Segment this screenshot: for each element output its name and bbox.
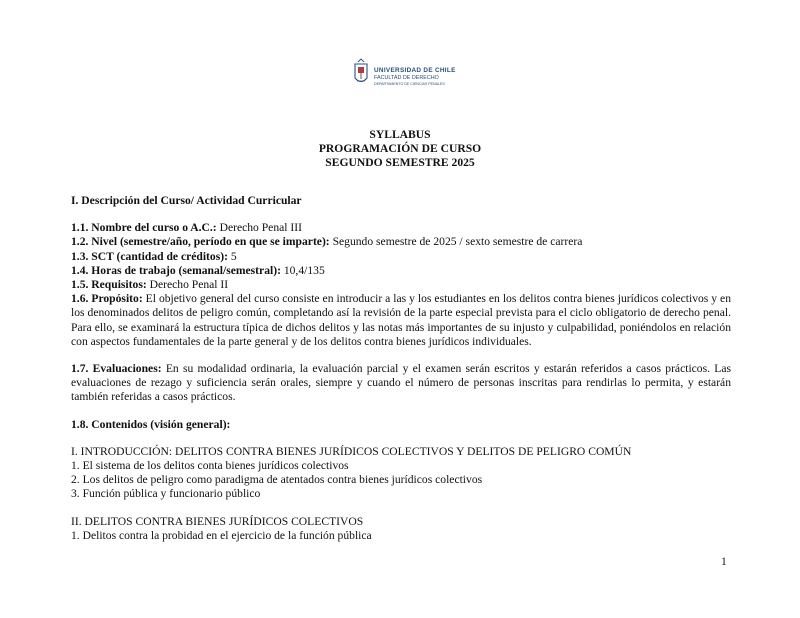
contents-heading: 1.8. Contenidos (visión general): <box>71 417 231 431</box>
evaluations-label: 1.7. Evaluaciones: <box>71 362 162 376</box>
level-line <box>71 235 731 249</box>
course-name-value: Derecho Penal III <box>216 221 302 235</box>
document-title <box>0 128 800 170</box>
title-program: PROGRAMACIÓN DE CURSO <box>318 142 482 155</box>
sct-value: 5 <box>227 249 237 263</box>
purpose-text: El objetivo general del curso consiste en introducir a las y los estudiantes en los delitos contra bienes jurídicos colectivos y en los denominados delitos de peligro común, completando así la revisión de la parte especial prevista para el ciclo obligatorio de derecho penal. Para ello, se examinará la estructura típica de dichos delitos y las notas más importantes de su injusto y culpabilidad, poniéndolos en relación con aspectos fundamentales de la parte general y de los delitos contra bienes jurídicos individuales. <box>71 292 731 348</box>
title-semester: SEGUNDO SEMESTRE 2025 <box>325 156 475 169</box>
purpose-label: 1.6. Propósito: <box>71 292 143 306</box>
unit-1-item: 3. Función pública y funcionario público <box>71 487 261 501</box>
logo-department: DEPARTAMENTO DE CIENCIAS PENALES <box>374 82 445 86</box>
title-syllabus: SYLLABUS <box>369 128 431 141</box>
page-number: 1 <box>721 555 727 568</box>
university-logo <box>352 58 462 94</box>
unit-2-item: 1. Delitos contra la probidad en el ejercicio de la función pública <box>71 528 372 542</box>
purpose-paragraph <box>71 292 731 349</box>
evaluations-paragraph <box>71 362 731 405</box>
document-body <box>71 194 731 543</box>
unit-1-item: 1. El sistema de los delitos conta bienes jurídicos colectivos <box>71 459 349 473</box>
level-label: 1.2. Nivel (semestre/año, período en que se imparte): <box>71 235 330 249</box>
evaluations-text: En su modalidad ordinaria, la evaluación parcial y el examen serán escritos y estarán referidos a casos prácticos. Las evaluaciones de rezago y suficiencia serán orales, siempre y cuando el número de personas inscritas para rendirlas lo permita, y estarán también referidas a casos prácticos. <box>71 362 732 404</box>
requirements-line <box>71 278 731 292</box>
hours-value: 10,4/135 <box>280 263 325 277</box>
section-heading: I. Descripción del Curso/ Actividad Curricular <box>71 194 302 207</box>
university-crest-icon <box>352 58 370 88</box>
requirements-value: Derecho Penal II <box>146 278 229 292</box>
level-value: Segundo semestre de 2025 / sexto semestre de carrera <box>329 235 583 249</box>
course-name-line <box>71 221 731 235</box>
hours-line <box>71 264 731 278</box>
unit-1-title: I. INTRODUCCIÓN: DELITOS CONTRA BIENES JURÍDICOS COLECTIVOS Y DELITOS DE PELIGRO COMÚN <box>71 444 632 458</box>
requirements-label: 1.5. Requisitos: <box>71 278 147 292</box>
sct-label: 1.3. SCT (cantidad de créditos): <box>71 249 228 263</box>
course-name-label: 1.1. Nombre del curso o A.C.: <box>71 221 217 235</box>
unit-1-item: 2. Los delitos de peligro como paradigma de atentados contra bienes jurídicos colectivos <box>71 473 483 487</box>
unit-2-title: II. DELITOS CONTRA BIENES JURÍDICOS COLECTIVOS <box>71 514 364 528</box>
hours-label: 1.4. Horas de trabajo (semanal/semestral): <box>71 263 281 277</box>
logo-faculty: FACULTAD DE DERECHO <box>374 75 439 81</box>
sct-line <box>71 250 731 264</box>
logo-university: UNIVERSIDAD DE CHILE <box>374 67 456 74</box>
